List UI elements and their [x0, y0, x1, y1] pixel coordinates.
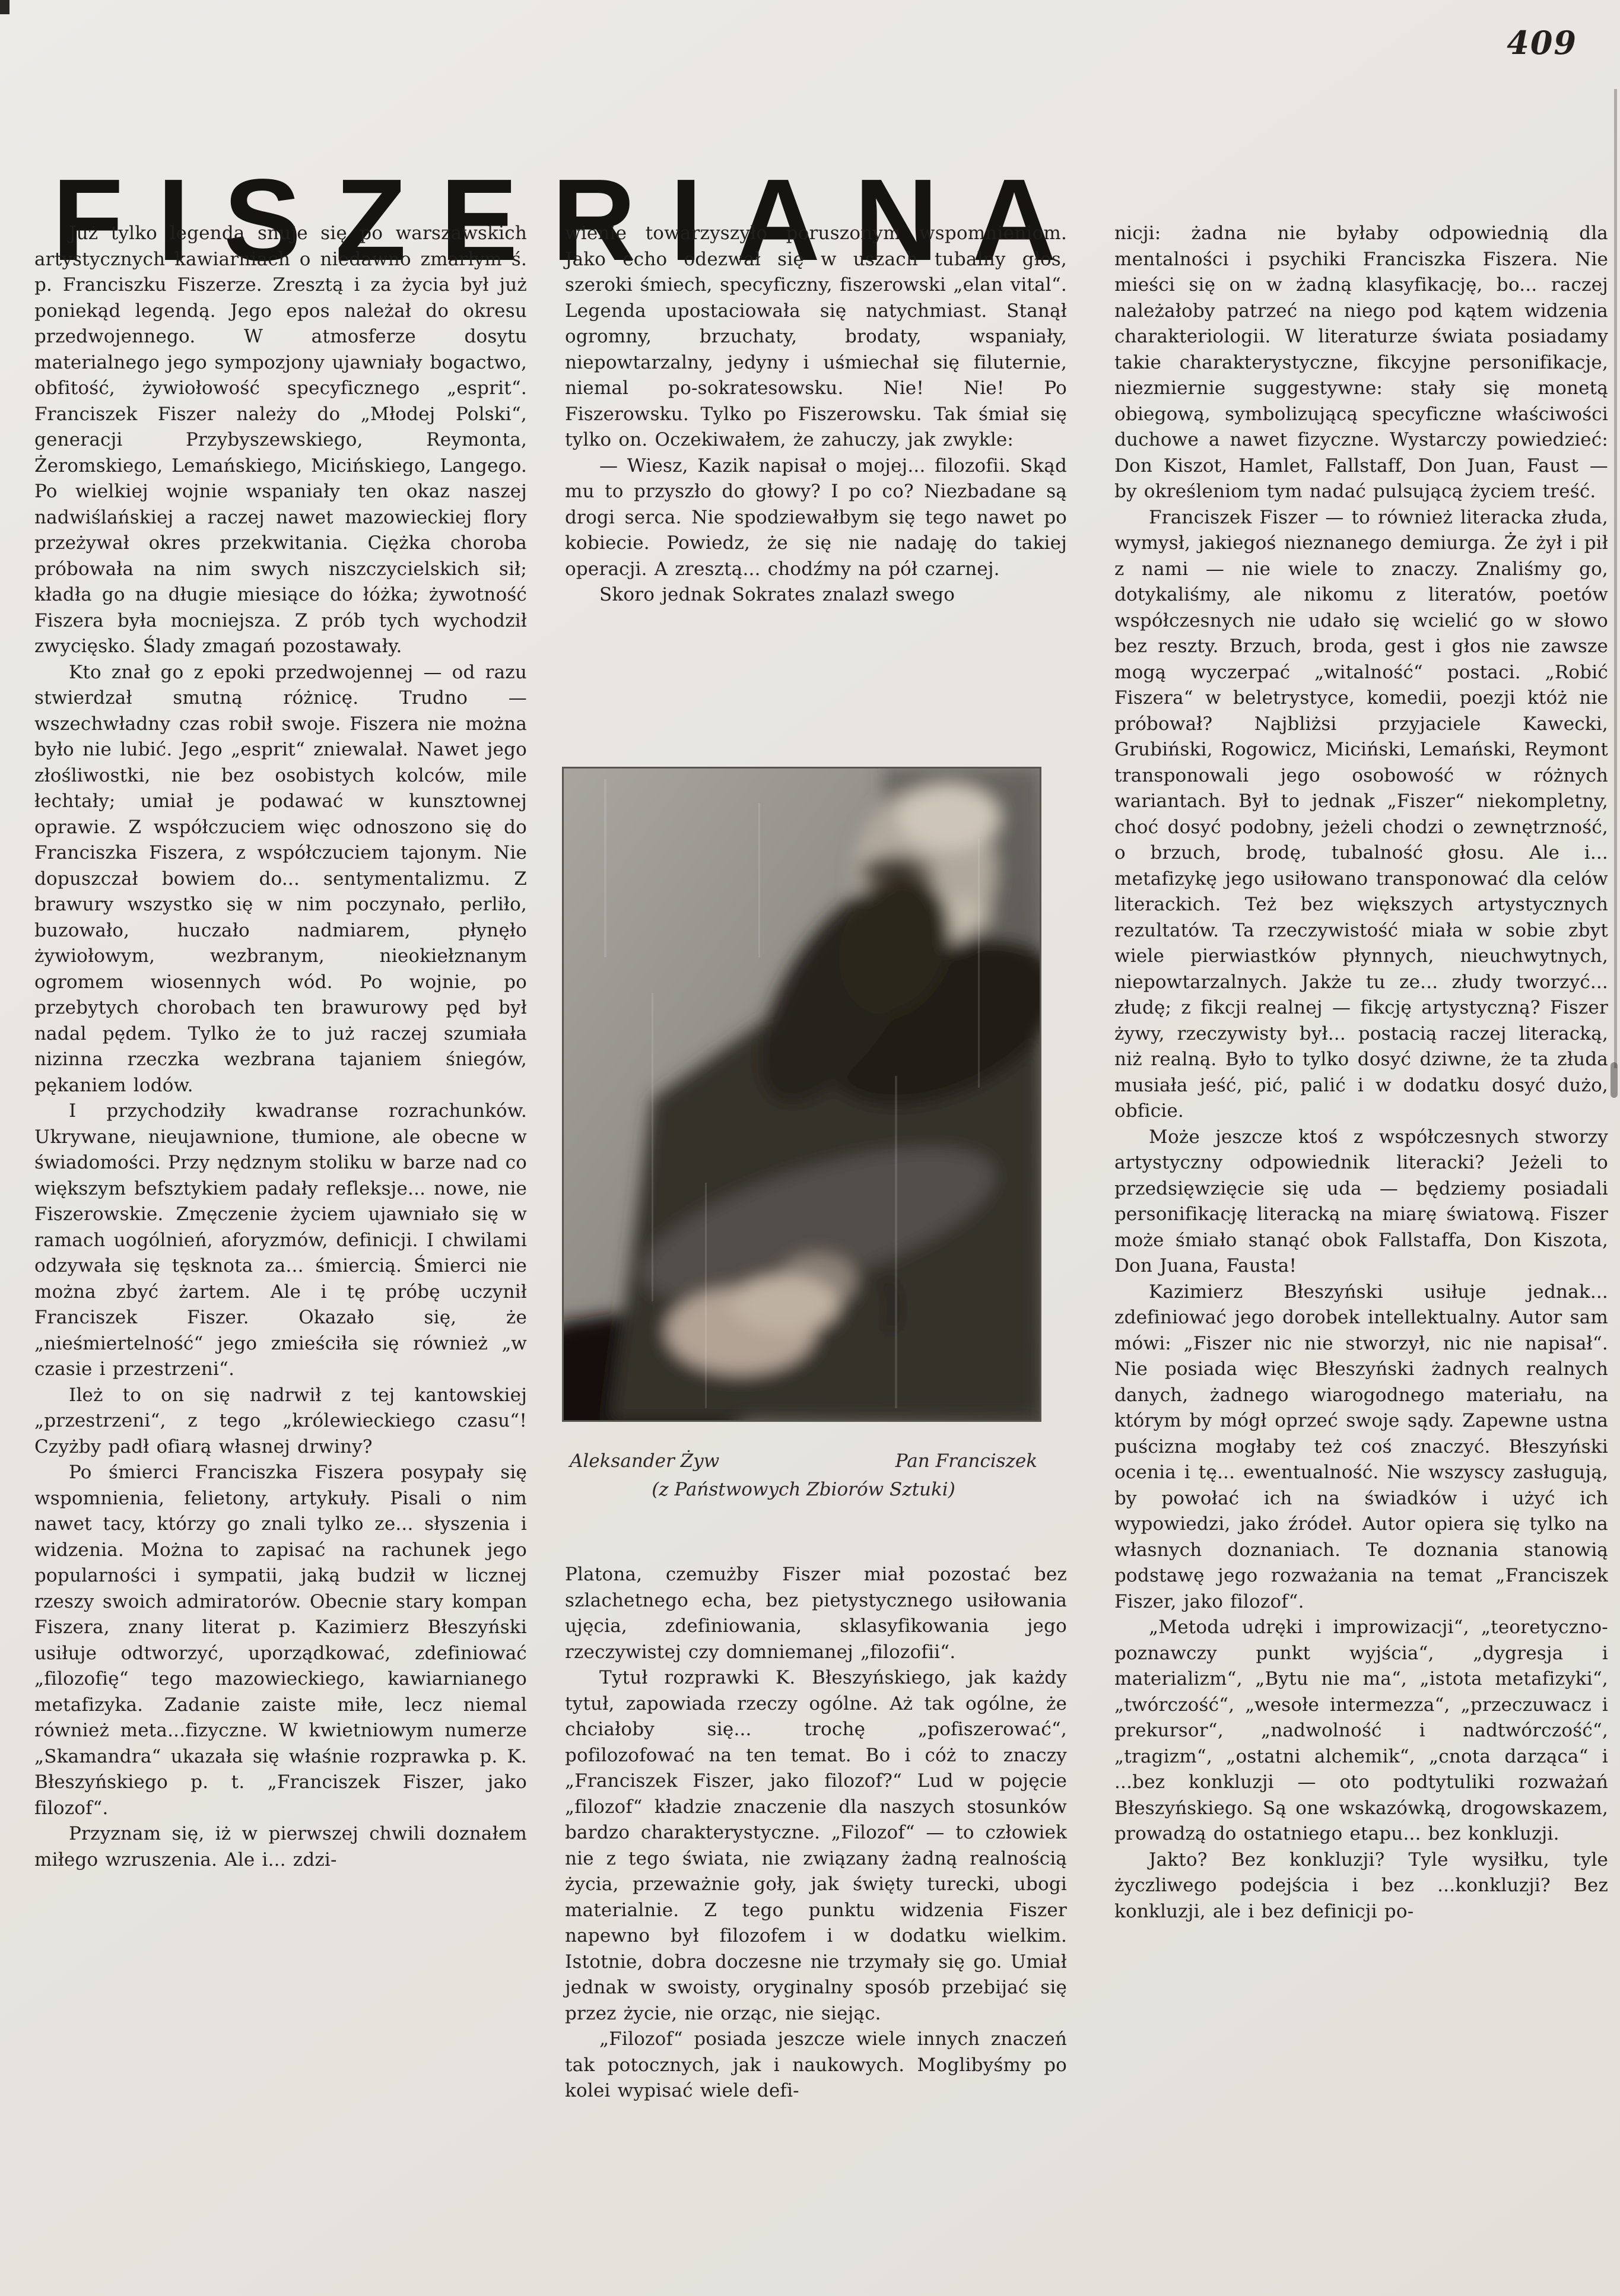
- paragraph: Skoro jednak Sokrates znalazł swego: [599, 584, 955, 605]
- scan-artifact-edge-blob: [1611, 1062, 1618, 1098]
- text-column-2-upper: [565, 221, 1067, 608]
- paragraph: Platona, czemużby Fiszer miał pozostać bez szlachetnego echa, bez pietystycznego usiłowania ujęcia, zdefiniowania, sklasyfikowania jego rzeczywistej czy domniemanej „filozofii“.: [565, 1564, 1067, 1663]
- paragraph: I przychodziły kwadranse rozrachunków. Ukrywane, nieujawnione, tłumione, ale obecne w świadomości. Przy nędznym stoliku w barze nad co większym befsztykiem padały refleksje... nowe, nie Fiszerowskie. Zmęczenie życiem ujawniało się w ramach uogólnień, aforyzmów, definicji. I chwilami odzywała się tęsknota za... śmiercią. Śmierci nie można zbyć żartem. Ale i tę próbę uczynił Franciszek Fiszer. Okazało się, że „nieśmiertelność“ jego zmieściła się również „w czasie i przestrzeni“.: [34, 1100, 527, 1380]
- paragraph: nicji: żadna nie byłaby odpowiednią dla mentalności i psychiki Franciszka Fiszera. Nie mieści się on w żadną klasyfikację, bo... raczej należałoby patrzeć na niego pod kątem widzenia charakteriologii. W literaturze świata posiadamy takie charakterystyczne, fikcyjne personifikacje, niezmiernie suggestywne: stały się monetą obiegową, symbolizującą specyficzne właściwości duchowe a nawet fizyczne. Wystarczy powiedzieć: Don Kiszot, Hamlet, Fallstaff, Don Juan, Faust — by określeniom tym nadać pulsującą życiem treść.: [1114, 223, 1608, 502]
- title-letter: S: [223, 155, 301, 285]
- caption-title: Pan Franciszek: [895, 1450, 1037, 1472]
- paragraph: Kazimierz Błeszyński usiłuje jednak... zdefiniować jego dorobek intellektualny. Autor sam mówi: „Fiszer nic nie stworzył, nic nie napisał“. Nie posiada więc Błeszyński żadnych realnych danych, żadnego wiarogodnego materiału, na którym by mógł oprzeć swoje sądy. Zapewne ustna puścizna mogłaby też coś znaczyć. Błeszyński ocenia i tę... ewentualność. Nie wszyscy zasługują, by powołać ich na świadków i użyć ich wypowiedzi, jako źródeł. Autor opiera się tylko na własnych doznaniach. Te doznania stanowią podstawę jego rozważania na temat „Franciszek Fiszer, jako filozof“.: [1114, 1281, 1608, 1612]
- title-letter: I: [669, 155, 703, 285]
- text-column-2-lower: [565, 1562, 1067, 2104]
- paragraph: Franciszek Fiszer — to również literacka złuda, wymysł, jakiegoś nieznanego demiurga. Że żył i pił z nami — nie wiele to znaczy. Znaliśmy go, dotykaliśmy, ale nikomu z literatów, poetów współczesnych nie udało się wcielić go w słowo bez reszty. Brzuch, broda, gest i głos nie zawsze mogą wyczerpać „witalność“ postaci. „Robić Fiszera“ w beletrystyce, komedii, poezji któż nie próbował? Najbliżsi przyjaciele Kawecki, Grubiński, Rogowicz, Miciński, Lemański, Reymont transponowali jego osobowość w różnych wariantach. Był to jednak „Fiszer“ niekompletny, choć dosyć podobny, jeżeli chodzi o zewnętrzność, o brzuch, brodę, tubalność głosu. Ale i... metafizykę jego usiłowano transponować dla celów literackich. Też bez większych artystycznych rezultatów. Ta rzeczywistość miała w sobie zbyt wiele pierwiastków płynnych, nieuchwytnych, niepowtarzalnych. Jakże tu ze... złudy tworzyć... złudę; z fikcji realnej — fikcję artystyczną? Fiszer żywy, rzeczywisty był... postacią raczej literacką, niż realną. Było to tylko dosyć dziwne, że ta złuda musiała jeść, pić, palić i w dodatku dosyć dużo, obficie.: [1114, 506, 1608, 1122]
- paragraph: Może jeszcze ktoś z współczesnych stworzy artystyczny odpowiednik literacki? Jeżeli to przedsięwzięcie się uda — będziemy posiadali personifikację literacką na miarę światową. Fiszer może śmiało stanąć obok Fallstaffa, Don Kiszota, Don Juana, Fausta!: [1114, 1126, 1608, 1276]
- title-letter: Z: [335, 155, 406, 285]
- scan-artifact-corner: [0, 0, 9, 14]
- paragraph: Jakto? Bez konkluzji? Tyle wysiłku, tyle życzliwego podejścia i bez ...konkluzji? Bez konkluzji, ale i bez definicji po-: [1114, 1849, 1608, 1922]
- paragraph: Przyznam się, iż w pierwszej chwili doznałem miłego wzruszenia. Ale i... zdzi-: [34, 1823, 527, 1871]
- title-letter: N: [854, 155, 939, 285]
- paragraph: Kto znał go z epoki przedwojennej — od razu stwierdzał smutną różnicę. Trudno — wszechwładny czas robił swoje. Fiszera nie można było nie lubić. Jego „esprit“ zniewalał. Nawet jego złośliwostki, nie bez osobistych kolców, mile łechtały; umiał je podawać w kunsztownej oprawie. Z współczuciem więc odnoszono się do Franciszka Fiszera, z współczuciem tajonym. Nie dopuszczał bowiem do... sentymentalizmu. Z brawury wszystko się w nim poczynało, perliło, buzowało, huczało nadmiarem, płynęło żywiołowym, wezbranym, nieokiełznanym ogromem wiosennych wód. Po wojnie, po przebytych chorobach ten brawurowy pęd był nadal pędem. Tylko że to już raczej szumiała nizinna rzeczka wezbrana tajaniem śniegów, pękaniem lodów.: [34, 661, 527, 1096]
- title-letter: I: [157, 155, 190, 285]
- title-letter: F: [52, 155, 123, 285]
- title-letter: E: [440, 155, 518, 285]
- title-letter: R: [551, 155, 636, 285]
- caption-source: (z Państwowych Zbiorów Sztuki): [652, 1479, 955, 1500]
- title-letter: A: [736, 155, 821, 285]
- figure-caption: [570, 1449, 1037, 1501]
- text-column-1: [34, 221, 527, 1873]
- scan-artifact-edge-line: [1614, 89, 1617, 1068]
- paragraph: Tytuł rozprawki K. Błeszyńskiego, jak każdy tytuł, zapowiada rzeczy ogólne. Aż tak ogólne, że chciałoby się... trochę „pofiszerować“, pofilozofować na ten temat. Bo i cóż to znaczy „Franciszek Fiszer, jako filozof?“ Lud w pojęcie „filozof“ kładzie znaczenie dla naszych stosunków bardzo charakterystyczne. „Filozof“ — to człowiek nie z tego świata, nie związany żadną realnością życia, przeważnie goły, jak święty turecki, ubogi materialnie. Z tego punktu widzenia Fiszer napewno był filozofem i w dodatku wielkim. Istotnie, dobra doczesne nie trzymały się go. Umiał jednak w swoisty, oryginalny sposób przebijać się przez życie, nie orząc, nie siejąc.: [565, 1667, 1067, 2024]
- portrait-painting: [563, 767, 1041, 1421]
- title-letter: A: [972, 155, 1056, 285]
- portrait-painting-image: [563, 767, 1041, 1421]
- caption-artist: Aleksander Żyw: [570, 1450, 720, 1472]
- paragraph: wienie towarzyszyło poruszonym wspomnieniom. Jako echo odezwał się w uszach tubalny głos, szeroki śmiech, specyficzny, fiszerowski „elan vital“. Legenda upostaciowała się natychmiast. Stanął ogromny, brzuchaty, brodaty, wspaniały, niepowtarzalny, jedyny i uśmiechał się filuternie, niemal po-sokratesowsku. Nie! Nie! Po Fiszerowsku. Tylko po Fiszerowsku. Tak śmiał się tylko on. Oczekiwałem, że zahuczy, jak zwykle:: [565, 223, 1067, 450]
- paragraph: Już tylko legenda snuje się po warszawskich artystycznych kawiarniach o niedawno zmarłym ś. p. Franciszku Fiszerze. Zresztą i za życia był już poniekąd legendą. Jego epos należał do okresu przedwojennego. W atmosferze dosytu materialnego jego sympozjony ujawniały bogactwo, obfitość, żywiołowość specyficznego „esprit“. Franciszek Fiszer należy do „Młodej Polski“, generacji Przybyszewskiego, Reymonta, Żeromskiego, Lemańskiego, Micińskiego, Langego. Po wielkiej wojnie wspaniały ten okaz naszej nadwiślańskiej a raczej nawet mazowieckiej flory przeżywał okres przekwitania. Ciężka choroba próbowała na nim swych niszczycielskich sił; kładła go na długie miesiące do łóżka; żywotność Fiszera była mocniejsza. Z prób tych wychodził zwycięsko. Ślady zmagań pozostawały.: [34, 223, 527, 657]
- paragraph: — Wiesz, Kazik napisał o mojej... filozofii. Skąd mu to przyszło do głowy? I po co? Niezbadane są drogi serca. Nie spodziewałbym się tego nawet po kobiecie. Powiedz, że się nie nadaję do takiej operacji. A zresztą... chodźmy na pół czarnej.: [565, 455, 1067, 580]
- paragraph: Po śmierci Franciszka Fiszera posypały się wspomnienia, felietony, artykuły. Pisali o nim nawet tacy, którzy go znali tylko ze... słyszenia i widzenia. Można to zapisać na rachunek jego popularności i sympatii, jaką budził w licznej rzeszy swoich admiratorów. Obecnie stary kompan Fiszera, znany literat p. Kazimierz Błeszyński usiłuje odtworzyć, uporządkować, zdefiniować „filozofię“ tego mazowieckiego, kawiarnianego metafizyka. Zadanie zaiste miłe, lecz niemal również meta...fizyczne. W kwietniowym numerze „Skamandra“ ukazała się właśnie rozprawka p. K. Błeszyńskiego p. t. „Franciszek Fiszer, jako filozof“.: [34, 1462, 527, 1819]
- page-number: 409: [1507, 24, 1577, 62]
- paragraph: „Filozof“ posiada jeszcze wiele innych znaczeń tak potocznych, jak i naukowych. Moglibyśmy po kolei wypisać wiele defi-: [565, 2028, 1067, 2101]
- paragraph: Ileż to on się nadrwił z tej kantowskiej „przestrzeni“, z tego „królewieckiego czasu“! Czyżby padł ofiarą własnej drwiny?: [34, 1384, 527, 1457]
- text-column-3: [1114, 221, 1608, 1925]
- paragraph: „Metoda udręki i improwizacji“, „teoretyczno-poznawczy punkt wyjścia“, „dygresja i materializm“, „Bytu nie ma“, „istota metafizyki“, „twórczość“, „wesołe intermezza“, „przeczuwacz i prekursor“, „nadwolność i nadtwórczość“, „tragizm“, „ostatni alchemik“, „cnota darząca“ i ...bez konkluzji — oto podtytuliki rozważań Błeszyńskiego. Są one wskazówką, drogowskazem, prowadzą do ostatniego etapu... bez konkluzji.: [1114, 1617, 1608, 1844]
